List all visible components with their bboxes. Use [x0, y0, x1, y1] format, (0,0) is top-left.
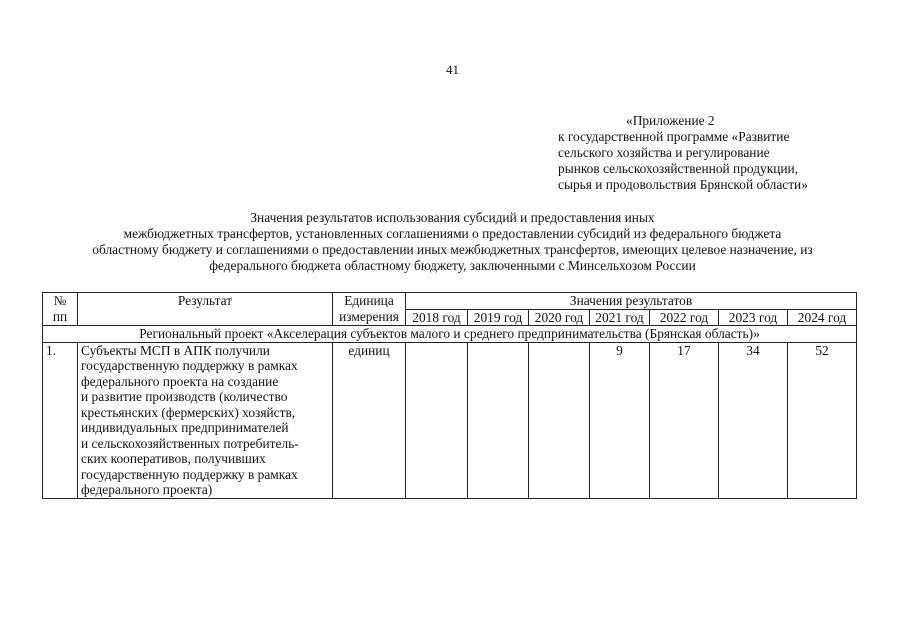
header-values-group: Значения результатов [406, 293, 857, 310]
description-line: крестьянских (фермерских) хозяйств, [81, 404, 296, 420]
description-line: федерального проекта) [81, 482, 213, 497]
description-line: и сельскохозяйственных потребитель- [81, 435, 299, 451]
header-year: 2019 год [468, 309, 529, 326]
value-2020 [529, 342, 590, 498]
description-line: индивидуальных предпринимателей [81, 420, 289, 435]
header-unit-label: измерения [339, 308, 399, 324]
appendix-line: рынков сельскохозяйственной продукции, [558, 161, 799, 176]
row-description [78, 342, 333, 498]
header-num [43, 293, 78, 326]
header-year: 2020 год [529, 309, 590, 326]
header-year: 2018 год [406, 309, 468, 326]
region-project-title: Региональный проект «Акселерация субъектов малого и среднего предпринимательства (Брянская область)» [43, 326, 857, 343]
header-num-label: № [53, 293, 67, 308]
value-2018 [406, 342, 468, 498]
heading-line: областному бюджету и соглашениями о предоставлении иных межбюджетных трансфертов, имеющих целевое назначение, из [92, 242, 813, 257]
heading-line: межбюджетных трансфертов, установленных соглашениями о предоставлении субсидий из федерального бюджета [123, 226, 782, 241]
table-header-row [43, 293, 857, 310]
value-2022: 17 [650, 342, 719, 498]
value-2023: 34 [719, 342, 788, 498]
header-num-label: пп [52, 308, 68, 324]
value-2019 [468, 342, 529, 498]
header-year: 2021 год [590, 309, 650, 326]
appendix-title: «Приложение 2 [626, 113, 715, 128]
region-row [43, 326, 857, 343]
appendix-line: сырья и продовольствия Брянской области» [558, 177, 808, 192]
description-line: государственную поддержку в рамках [81, 358, 298, 373]
description-line: государственную поддержку в рамках [81, 466, 298, 482]
header-year: 2024 год [788, 309, 857, 326]
header-year: 2022 год [650, 309, 719, 326]
heading-line: федерального бюджета областному бюджету, заключенными с Минсельхозом России [209, 258, 696, 273]
table-row [43, 342, 857, 498]
appendix-line: к государственной программе «Развитие [558, 129, 790, 144]
header-result: Результат [78, 293, 333, 326]
results-table [42, 292, 857, 499]
heading-line: Значения результатов использования субсидий и предоставления иных [250, 210, 655, 225]
description-line: ских кооперативов, получивших [81, 451, 266, 466]
description-line: и развитие производств (количество [81, 389, 288, 404]
document-heading [30, 210, 875, 274]
value-2024: 52 [788, 342, 857, 498]
description-line: Субъекты МСП в АПК получили [81, 342, 270, 358]
appendix-block [558, 113, 808, 193]
appendix-line: сельского хозяйства и регулирование [558, 145, 770, 160]
row-unit: единиц [333, 342, 406, 498]
header-unit-label: Единица [344, 293, 394, 308]
value-2021: 9 [590, 342, 650, 498]
header-unit [333, 293, 406, 326]
header-year: 2023 год [719, 309, 788, 326]
row-num: 1. [43, 342, 78, 498]
page-number: 41 [446, 62, 459, 77]
description-line: федерального проекта на создание [81, 373, 279, 389]
